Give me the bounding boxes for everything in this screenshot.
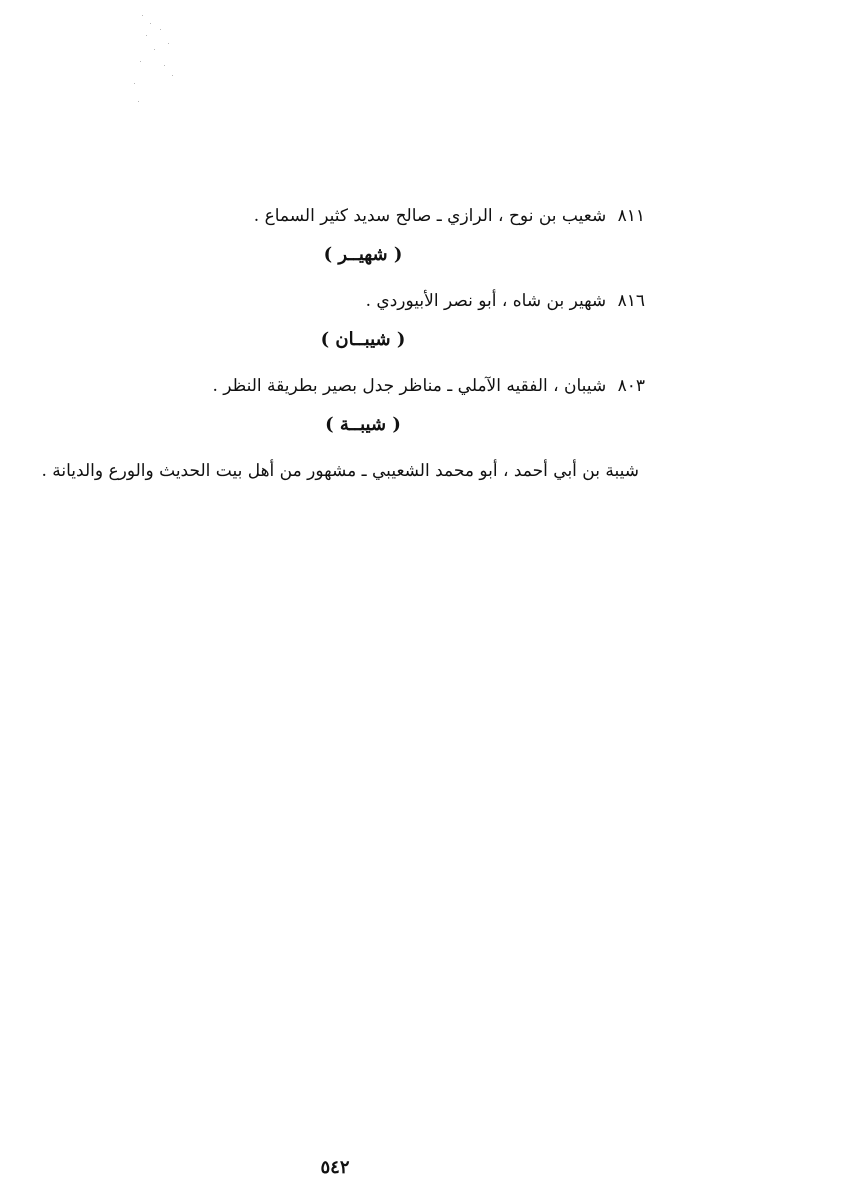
entry-number: ٨١٦	[617, 291, 645, 311]
page-number: ٥٤٢	[320, 1157, 350, 1178]
entry-shayban	[212, 376, 645, 396]
entry-text: شيبة بن أبي أحمد ، أبو محمد الشعيبي ـ مشهور من أهل بيت الحديث والورع والديانة .	[41, 461, 639, 481]
section-heading-shuhayr: ( شهيــر )	[323, 244, 403, 265]
entry-shuayb	[254, 206, 645, 226]
entry-shuhayr	[366, 291, 645, 311]
entry-number: ٨٠٣	[617, 376, 645, 396]
entry-shayba	[41, 461, 645, 481]
section-heading-shayban: ( شيبــان )	[320, 329, 406, 350]
entry-text: شهير بن شاه ، أبو نصر الأبيوردي .	[365, 291, 607, 311]
section-heading-shayba: ( شيبــة )	[325, 414, 401, 435]
entry-text: شعيب بن نوح ، الرازي ـ صالح سديد كثير السماع .	[253, 206, 607, 226]
entry-text: شيبان ، الفقيه الآملي ـ مناظر جدل بصير بطريقة النظر .	[212, 376, 607, 396]
entry-number: ٨١١	[617, 206, 645, 226]
scan-speckles	[120, 5, 210, 115]
